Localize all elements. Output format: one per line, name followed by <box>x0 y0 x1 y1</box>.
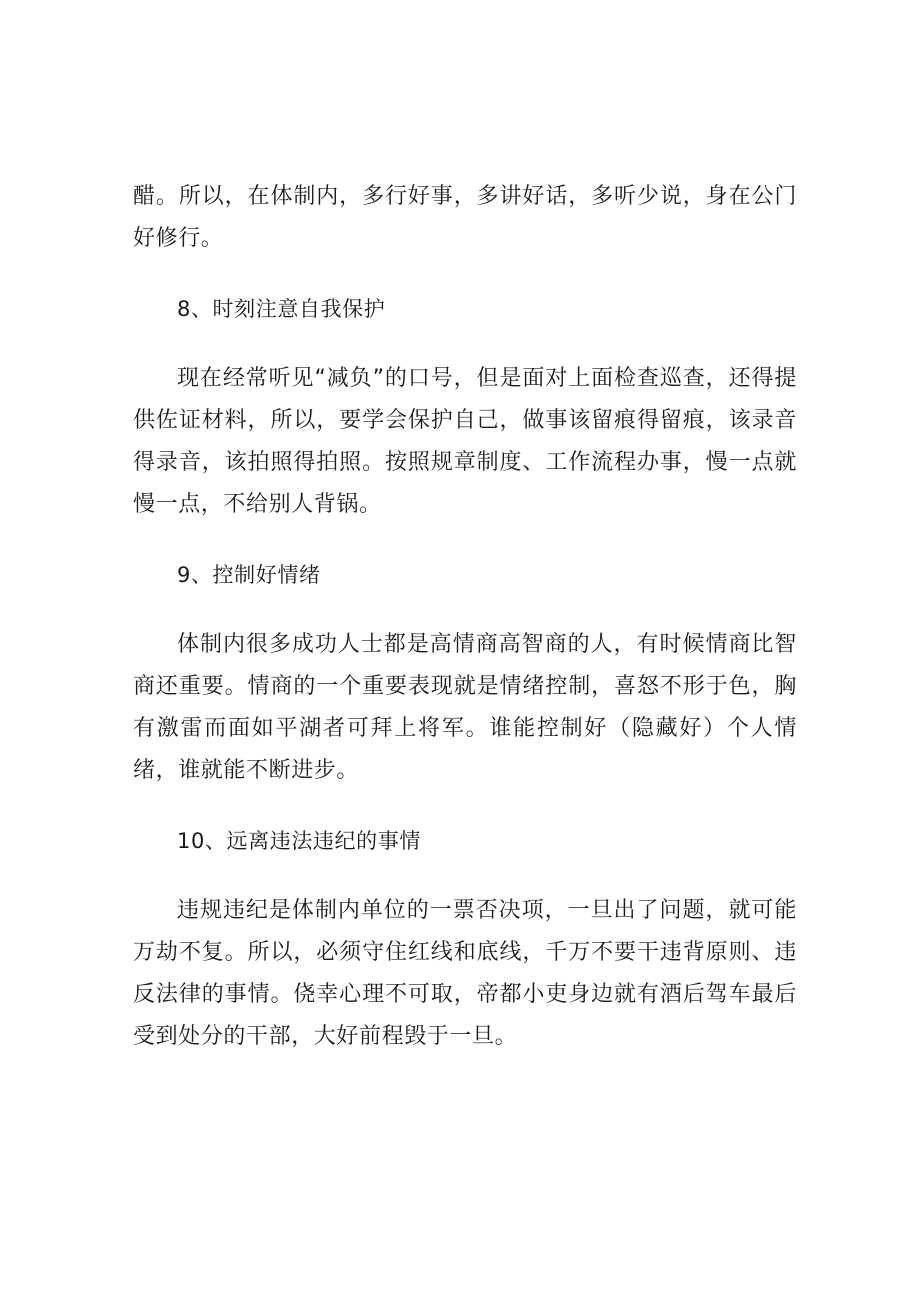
paragraph-continued: 醋。所以，在体制内，多行好事，多讲好话，多听少说，身在公门好修行。 <box>133 184 797 251</box>
document-body <box>133 176 797 1058</box>
paragraph-emotion-control: 体制内很多成功人士都是高情商高智商的人，有时候情商比智商还重要。情商的一个重要表现就是情绪控制，喜怒不形于色，胸有激雷而面如平湖者可拜上将军。谁能控制好（隐藏好）个人情绪，谁就能不断进步。 <box>133 632 797 783</box>
spacer <box>133 792 797 820</box>
section-heading-10: 10、远离违法违纪的事情 <box>177 829 421 853</box>
section-heading-8: 8、时刻注意自我保护 <box>177 297 386 321</box>
spacer <box>133 596 797 624</box>
spacer <box>133 330 797 358</box>
paragraph-discipline: 违规违纪是体制内单位的一票否决项，一旦出了问题，就可能万劫不复。所以，必须守住红线和底线，千万不要干违背原则、违反法律的事情。侥幸心理不可取，帝都小吏身边就有酒后驾车最后受到处分的干部，大好前程毁于一旦。 <box>133 898 797 1049</box>
paragraph-self-protection: 现在经常听见“减负”的口号，但是面对上面检查巡查，还得提供佐证材料，所以，要学会保护自己，做事该留痕得留痕，该录音得录音，该拍照得拍照。按照规章制度、工作流程办事，慢一点就慢一点，不给别人背锅。 <box>133 366 797 517</box>
spacer <box>133 260 797 288</box>
spacer <box>133 862 797 890</box>
spacer <box>133 526 797 554</box>
section-heading-9: 9、控制好情绪 <box>177 563 321 587</box>
